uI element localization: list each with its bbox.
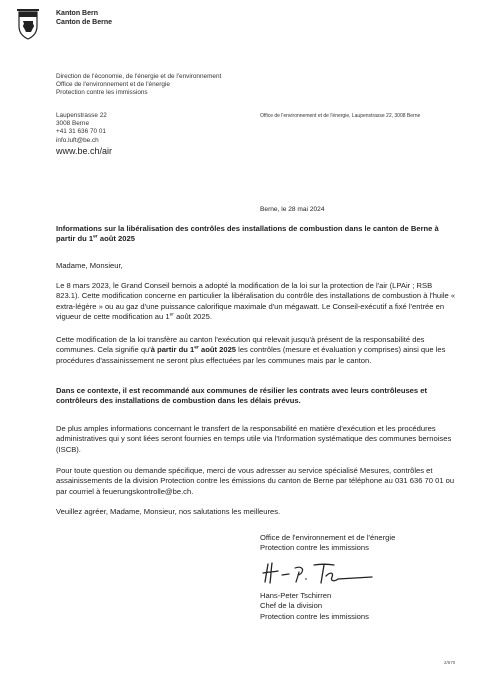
address-phone: +41 31 636 70 01 (56, 128, 106, 136)
paragraph-2-sup: er (194, 345, 199, 351)
paragraph-2-text: Cette modification de la loi transfère au canton l'exécution qui relevait jusqu'à présent de la responsabilité des communes. Cela signifie qu' (56, 335, 425, 355)
canton-name-de: Kanton Bern (56, 10, 98, 17)
address-street: Laupenstrasse 22 (56, 112, 107, 119)
paragraph-2 (56, 335, 456, 366)
letter-date: Berne, le 28 mai 2024 (260, 206, 325, 213)
paragraph-5 (56, 466, 456, 497)
subject-sup: er (93, 234, 98, 240)
signer-name: Hans-Peter Tschirren (260, 591, 332, 600)
contact-email-link[interactable]: feuerungskontrolle@be.ch (102, 486, 192, 496)
signer-division: Protection contre les immissions (260, 611, 369, 621)
paragraph-6-closing: Veuillez agréer, Madame, Monsieur, nos salutations les meilleures. (56, 507, 281, 516)
paragraph-1-end: août 2025. (173, 312, 212, 322)
department-line-2: Office de l'environnement et de l'énergie (56, 81, 170, 89)
paragraph-1-sup: er (169, 312, 174, 318)
address-email[interactable]: info.luft@be.ch (56, 136, 99, 144)
address-city: 3008 Berne (56, 120, 90, 128)
canton-name (56, 9, 112, 27)
website-link[interactable]: www.be.ch/air (56, 146, 113, 156)
handwritten-signature (262, 560, 382, 586)
sender-return-line: Office de l'environnement et de l'énergie, Laupenstrasse 22, 3008 Berne (260, 113, 421, 119)
signer-title: Chef de la division (260, 601, 323, 611)
letter-subject (56, 224, 456, 245)
department-block (56, 73, 221, 98)
department-line-3: Protection contre les immissions (56, 89, 148, 97)
closing-office-block (260, 533, 395, 554)
paragraph-5-end: . (191, 486, 194, 496)
closing-office-line-2: Protection contre les immissions (260, 543, 369, 553)
bern-coat-of-arms-logo (15, 8, 41, 40)
paragraph-4: De plus amples informations concernant le transfert de la responsabilité en matière d'exécution et les procédures administratives qui y sont liées seront fournies en temps utile via l'Information systématique des communes bernoises (ISCB). (56, 424, 452, 454)
page-number: 2/670 (444, 660, 456, 665)
paragraph-1-text: Le 8 mars 2023, le Grand Conseil bernois a adopté la modification de la loi sur la protection de l'air (LPAir ; RSB 823.1). Cette modification concerne en particulier la libéralisation du contrôle des installations de combustion à l'huile « extra-légère » ou au gaz d'une puissance calorifique maximale d'un mégawatt. Le Conseil-exécutif a fixé l'entrée en vigueur de cette modification au 1 (56, 281, 456, 322)
department-line-1: Direction de l'économie, de l'énergie et de l'environnement (56, 73, 222, 80)
canton-name-fr: Canton de Berne (56, 19, 113, 26)
paragraph-2-bold-date (151, 345, 236, 354)
address-block (56, 112, 107, 145)
signer-block (260, 591, 369, 622)
subject-end: août 2025 (97, 234, 135, 244)
paragraph-5-text: Pour toute question ou demande spécifique, merci de vous adresser au service spécialisé Mesures, contrôles et assainissements de la division Protection contre les émissions du canton de Berne par téléphone au 031 636 70 01 ou par courriel à (56, 466, 455, 496)
paragraph-1 (56, 281, 456, 323)
paragraph-2-bold-2: août 2025 (198, 345, 237, 355)
paragraph-2-bold-1: à partir du 1 (150, 345, 195, 355)
paragraph-3-recommendation: Dans ce contexte, il est recommandé aux communes de résilier les contrats avec leurs contrôleuses et contrôleurs des installations de combustion dans les délais prévus. (56, 386, 427, 406)
salutation: Madame, Monsieur, (56, 261, 123, 270)
closing-office-line-1: Office de l'environnement et de l'énergie (260, 533, 396, 542)
paragraph-2-end: les contrôles (mesure et évaluation y comprises) ainsi que les procédures d'assainissement ne seront plus effectuées par les communes mais par le canton. (56, 345, 446, 365)
subject-text: Informations sur la libéralisation des contrôles des installations de combustion dans le canton de Berne à partir du 1 (56, 224, 439, 244)
